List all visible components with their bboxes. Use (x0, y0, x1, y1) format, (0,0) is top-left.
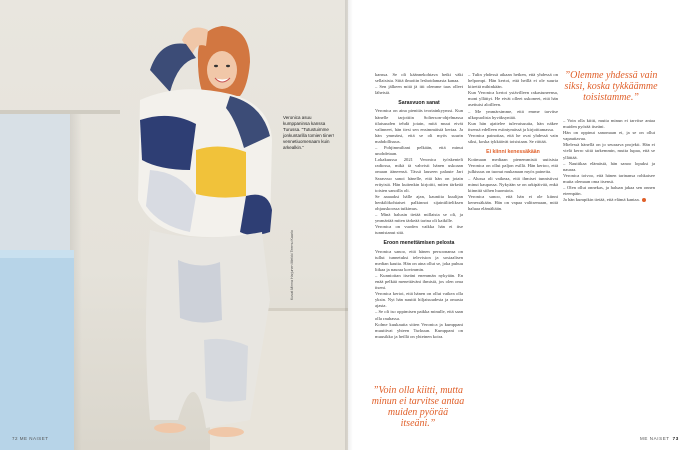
page-gutter (345, 0, 353, 450)
body-paragraph: – Tulin yhdessä aikaan hetken, että yhdessä on helpompi. Hän kertoi, että heillä ei ole suurta kiirettä mihinkään. (468, 72, 558, 90)
text-column-1 (375, 72, 463, 340)
body-paragraph: – Sen jälkeen mitä jä itti olemme taas olleet läheisiä. (375, 84, 463, 96)
body-paragraph: – Pohjimmiltani pelkään, että minut unohdetaan. (375, 145, 463, 157)
body-paragraph: Veronica kertoi, että hänen on ollut vaikea olla yksin. Nyt hän nauttii hiljaisuudesta ja omasta ajasta. (375, 291, 463, 309)
body-paragraph: Hän on oppinut sanomaan ei, ja se on ollut vapauttavaa. (563, 130, 655, 142)
body-paragraph: Veronica toivoo, että hänen tarinansa rohkaisee muita olemaan oma itsensä. (563, 172, 655, 184)
body-paragraph: Veronica sanoo, että hän ei ole kiinni kenessäkään. Hän on vapaa valitsemaan, mitä haluaa elämältään. (468, 193, 558, 211)
body-paragraph: Kun hän ajattelee tulevaisuutta, hän näkee itsensä edelleen esiintymässä ja kirjoittamassa. (468, 120, 558, 132)
text-column-2 (468, 72, 558, 212)
body-paragraph: – Alussa oli vaikeaa, että ihmiset tunnistivat minut kaupassa. Nykyään se on arkipäivää, enkä kiinnitä siihen huomiota. (468, 175, 558, 193)
body-paragraph: – Kunnioitan itseäni enemmän nykyään. En enää pelkää menettäväni ihmisiä, jos olen oma itseni. (375, 272, 463, 291)
body-paragraph: – Me ymmärsimme, että emme tarvitse ulkopuolista hyväksyntää. (468, 108, 558, 120)
body-paragraph: Veronica on aina pienitäs teoriainkyynssi. Kun hänelle tarjottiin Solterson-ohjelmassa tilaisuuden tehdä jotain, mitä muut eivät valinneet, hän tiesi sen ensimmäistä kertaa. Ja hän ymmärsi, että se oli myös suurin mahdollisuus. (375, 108, 463, 144)
subheading: Eroon menettämisen pelosta (383, 240, 455, 247)
text-column-3 (563, 118, 655, 203)
magazine-name: ME NAISET (640, 436, 670, 441)
subheading: Ei kiinni kenessäkään (486, 149, 540, 156)
folio-right (640, 436, 679, 441)
body-paragraph: Lokakuussa 2021 Veronica työskenteli radiossa, mikä tä vahvisti hänen uskoaan omaan ääneensä. Tässä lauseen palaute Jari Sarasvuo sanoi hänelle, että hän on jotain erityistä. Hän kuitenkin kirjoitti, miten tärkeää toisten sanoilla oli. (375, 157, 463, 193)
body-paragraph: Veronica painottaa, että he ovat yhdessä vain siksi, koska tykkäävät toisistaan. Se riittää. (468, 132, 558, 145)
end-mark-icon (642, 198, 646, 202)
photo-credit: Kuvat Minna Harjunen Meikki Teemu Kaarlo (290, 230, 294, 300)
folio-left: 72 ME NAISET (12, 436, 49, 441)
body-paragraph: kanssa. Se oli käännekohtava hetki väki sellaisista. Siitä ilmoitin lesbotdamasta kanaa. (375, 72, 463, 84)
subheading: Sarasvuon sanat (398, 100, 440, 107)
body-paragraph: – Minä halusin tietää millaista se oli, ja ymmärtää miten tärkeää tarina oli kaikille. (375, 212, 463, 224)
body-paragraph: Veronica sanoo, että hänen persoonansa on tullut tunnetuksi television ja sosiaalisen median kautta. Hän on aina ollut se, joka puhuu liikaa ja nauraa kovimmin. (375, 248, 463, 272)
body-paragraph: Kun Veronica kertoi ystävilleen rakastuneensa, moni yllättyi. He eivät olleet uskoneet, että hän asettuisi aloilleen. (468, 90, 558, 108)
photo-caption: Veronica asuu kumppaninsa kanssa Turussa. “Tutustuimme jonkuntarilla tomien tiiner! vennetiuomenaam kuin arkealkin.” (283, 115, 335, 150)
body-paragraph: – Olen ollut onnekas, ja haluan jakaa sen onnen eteenpäin. (563, 185, 655, 197)
body-paragraph (563, 197, 655, 203)
body-paragraph: – Se oli iso oppimisen paikka minulle, että saan olla rauhassa. (375, 309, 463, 321)
page-number: 73 (672, 436, 679, 441)
closing-line: Ja hän kumpikin tietää, että elämä kantaa. (563, 197, 640, 203)
body-paragraph: Veronica on vuoden vaikka hän ei itse tunnistanut sitä. (375, 224, 463, 236)
body-paragraph: Se aaaaaksi hälle ajan, kauniita kuulijan henkilökohtaiset palkinnot sijaintiliteliksen ohjauskoossa tutkimus. (375, 193, 463, 211)
body-paragraph: – Nauttikaa elämästä, hän sanoo lopuksi ja nauraa. (563, 160, 655, 172)
body-paragraph: Kotimaan mediaan pienemmistä uutisista Veronica on ollut paljon esillä. Hän kertoo, että julkisuus on tuonut mukanaan myös paineita. (468, 157, 558, 175)
body-paragraph: Kolme kuukautta sitten Veronica ja kumppani muuttivat yhteen Turkuun. Kumppani on muusikko ja heillä on yhteinen koira. (375, 321, 463, 339)
pullquote-top: ”Olemme yhdessä vain siksi, koska tykkäämme toisistamme.” (564, 70, 658, 103)
pullquote-bottom: ”Voin olla kiitti, mutta minun ei tarvitse antaa muiden pyörää itseäni.” (371, 385, 465, 429)
body-paragraph: – Voin olla kiitti, mutta minun ei tarvitse antaa muiden pyörää itseäni. (563, 118, 655, 130)
body-paragraph: Mielessä hänellä on jo seuraava projekti. Hän ei vielä kerro siitä tarkemmin, mutta lupaa, että se yllättää. (563, 142, 655, 160)
